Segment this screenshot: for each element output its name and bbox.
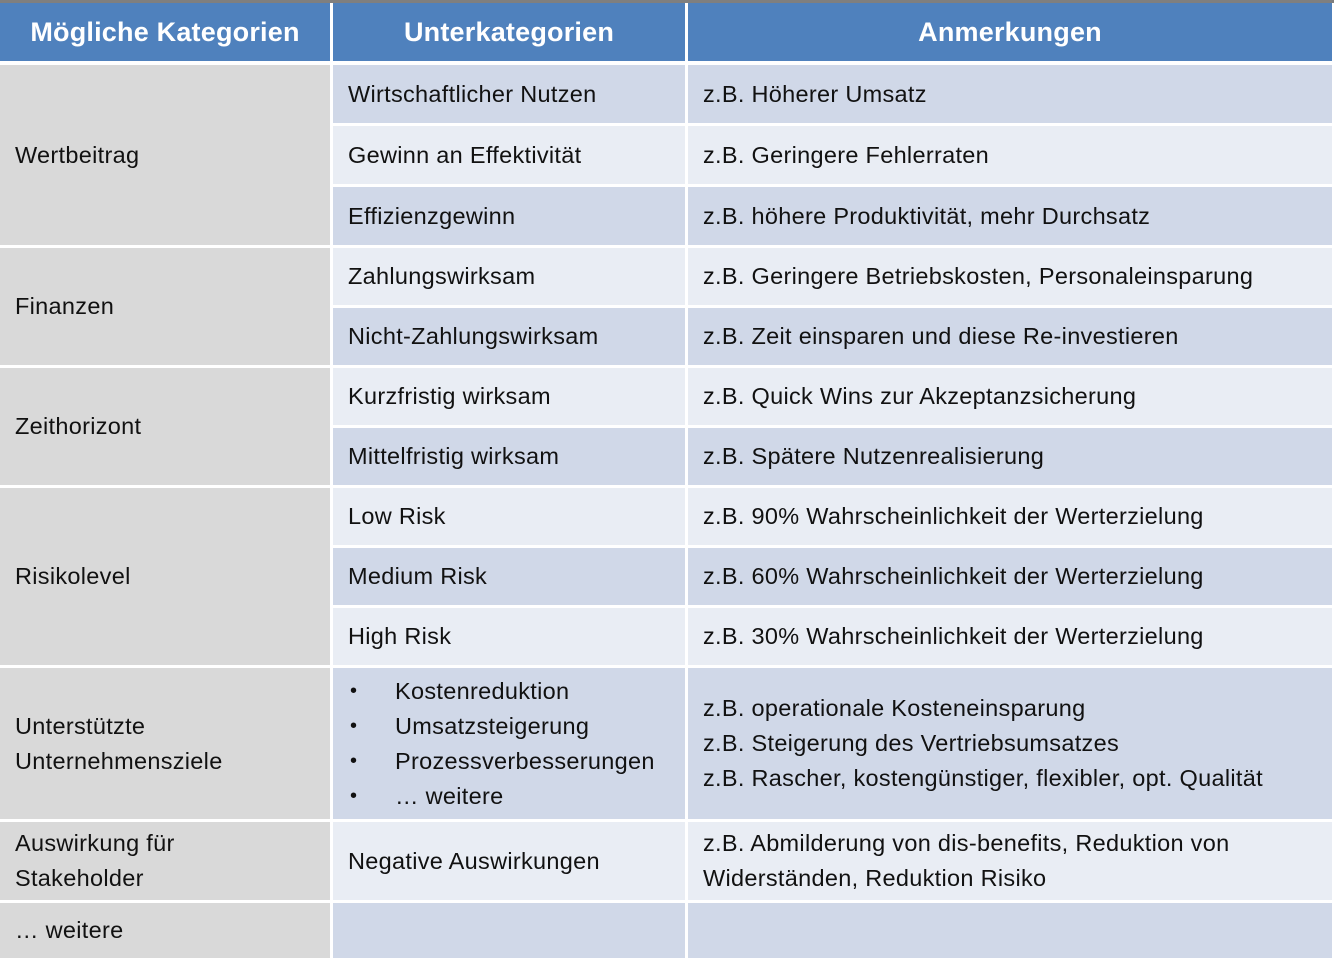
table-row [0,903,1334,961]
remark-cell: z.B. Quick Wins zur Akzeptanzsicherung [688,368,1334,428]
subcategory-cell: Medium Risk [333,548,688,608]
category-line: Unternehmensziele [15,747,223,774]
subcategory-bullet-cell [333,668,688,822]
category-cell-unternehmensziele [0,668,333,822]
remark-cell [688,822,1334,903]
bullet-item: • Kostenreduktion [348,674,685,709]
bullet-icon: • [350,679,358,702]
category-cell-risikolevel: Risikolevel [0,488,333,668]
subcategory-cell: Kurzfristig wirksam [333,368,688,428]
table-row [0,248,1334,308]
remark-line: z.B. Steigerung des Vertriebsumsatzes [703,730,1120,756]
table-row [0,822,1334,903]
remark-cell: z.B. 30% Wahrscheinlichkeit der Werterzielung [688,608,1334,668]
header-possible-categories: Mögliche Kategorien [0,3,333,65]
remark-cell: z.B. 90% Wahrscheinlichkeit der Werterzielung [688,488,1334,548]
category-line: Stakeholder [15,865,144,891]
table-row [0,65,1334,126]
remark-cell [688,668,1334,822]
category-line: Auswirkung für [15,830,175,856]
category-cell-wertbeitrag: Wertbeitrag [0,65,333,248]
table-row [0,368,1334,428]
category-line: Unterstützte [15,712,146,739]
category-cell-zeithorizont: Zeithorizont [0,368,333,488]
remark-cell: z.B. 60% Wahrscheinlichkeit der Werterzielung [688,548,1334,608]
bullet-icon: • [350,714,358,737]
subcategory-cell: Gewinn an Effektivität [333,126,688,187]
bullet-item: • Prozessverbesserungen [348,744,685,779]
header-subcategories: Unterkategorien [333,3,688,65]
header-row [0,3,1334,65]
remark-cell: z.B. Zeit einsparen und diese Re-investieren [688,308,1334,368]
bullet-icon: • [350,784,358,807]
subcategory-cell: Wirtschaftlicher Nutzen [333,65,688,126]
subcategory-cell: Low Risk [333,488,688,548]
subcategory-cell: Effizienzgewinn [333,187,688,248]
bullet-item: • Umsatzsteigerung [348,709,685,744]
remark-cell: z.B. Spätere Nutzenrealisierung [688,428,1334,488]
table-row [0,668,1334,822]
subcategory-cell: High Risk [333,608,688,668]
remark-cell: z.B. Höherer Umsatz [688,65,1334,126]
bullet-icon: • [350,749,358,772]
category-cell-weitere: … weitere [0,903,333,961]
remark-line: Widerständen, Reduktion Risiko [703,865,1047,891]
categories-table [0,3,1334,961]
subcategory-bullet-list [348,674,685,814]
remark-cell: z.B. höhere Produktivität, mehr Durchsatz [688,187,1334,248]
subcategory-cell: Nicht-Zahlungswirksam [333,308,688,368]
category-cell-stakeholder [0,822,333,903]
subcategory-cell: Mittelfristig wirksam [333,428,688,488]
table-row [0,488,1334,548]
remark-line: z.B. Rascher, kostengünstiger, flexibler, opt. Qualität [703,765,1263,791]
remark-cell: z.B. Geringere Betriebskosten, Personaleinsparung [688,248,1334,308]
remark-cell: z.B. Geringere Fehlerraten [688,126,1334,187]
subcategory-cell-empty [333,903,688,961]
header-remarks: Anmerkungen [688,3,1334,65]
bullet-item: • … weitere [348,779,685,814]
category-cell-finanzen: Finanzen [0,248,333,368]
remark-line: z.B. operationale Kosteneinsparung [703,695,1086,721]
subcategory-cell: Zahlungswirksam [333,248,688,308]
subcategory-cell: Negative Auswirkungen [333,822,688,903]
remark-cell-empty [688,903,1334,961]
remark-line: z.B. Abmilderung von dis-benefits, Reduktion von [703,830,1230,856]
